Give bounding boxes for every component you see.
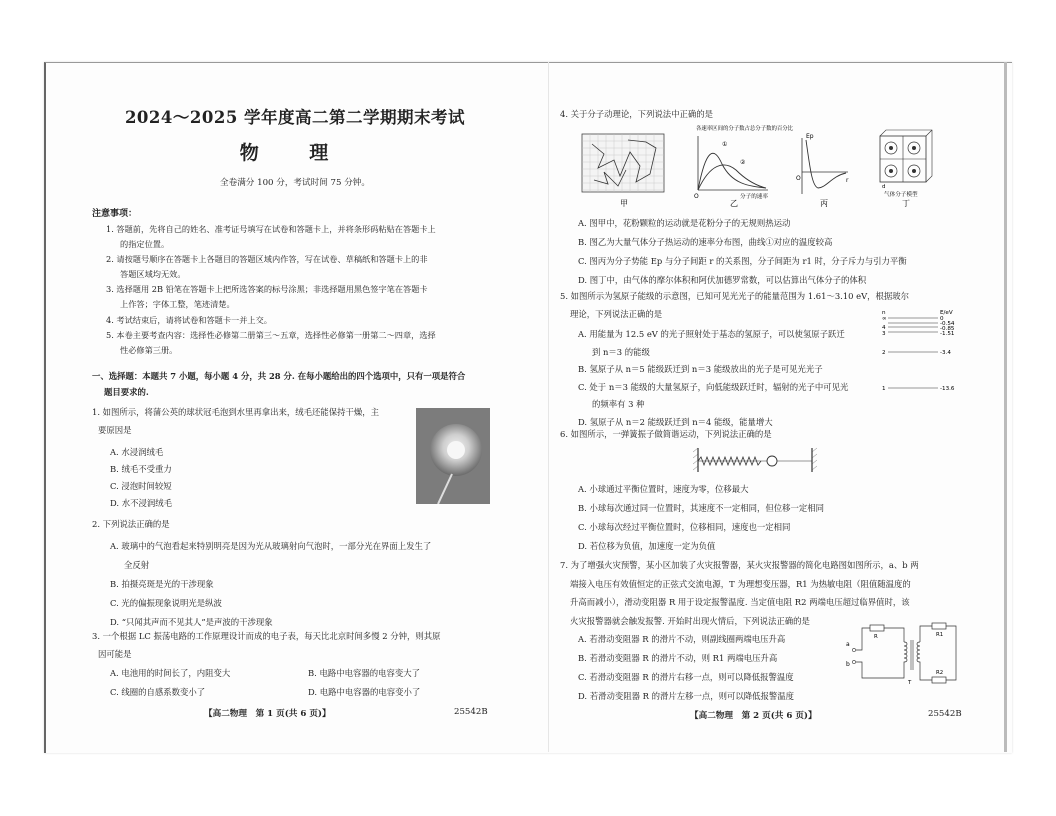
- figure-yi-label: 乙: [730, 199, 738, 208]
- level-header-n: n: [882, 310, 886, 316]
- q2-option-a: A. 玻璃中的气泡看起来特别明亮是因为光从玻璃射向气泡时，一部分光在界面上发生了: [110, 541, 432, 551]
- q7-option-c: C. 若滑动变阻器 R 的滑片右移一点，则可以降低报警温度: [578, 672, 794, 682]
- q4-options: [578, 214, 907, 290]
- page-fold: [548, 62, 549, 752]
- q5-stem-cont: 理论，下列说法正确的是: [570, 309, 663, 319]
- terminal-a-label: a: [846, 641, 850, 648]
- q2-option-a-cont: 全反射: [124, 560, 150, 570]
- figure-ding: [880, 130, 932, 182]
- q4-option-b: B. 图乙为大量气体分子热运动的速率分布图，曲线①对应的温度较高: [578, 237, 833, 247]
- footer-left: 【高二物理 第 1 页(共 6 页)】: [204, 709, 331, 719]
- q3-stem-cont: 因可能是: [98, 649, 132, 659]
- q7-option-d: D. 若滑动变阻器 R 的滑片左移一点，则可以降低报警温度: [578, 691, 794, 701]
- level-4-e: -0.85: [940, 326, 955, 332]
- q6-stem: 6. 如图所示，一弹簧振子做简谐运动，下列说法正确的是: [560, 429, 772, 439]
- q5-option-a-cont: 到 n＝3 的能级: [592, 346, 650, 357]
- q7-stem-line2: 端接入电压有效值恒定的正弦式交流电源，T 为理想变压器，R1 为热敏电阻（阻值随温度的: [570, 578, 911, 589]
- r1-label: R1: [936, 632, 944, 638]
- q1-stem: 1. 如图所示，将蒲公英的球状冠毛泡到水里再拿出来，绒毛还能保持干燥，主: [92, 407, 380, 417]
- r2-label: R2: [936, 670, 944, 676]
- q4-option-c: C. 图丙为分子势能 Ep 与分子间距 r 的关系图，分子间距为 r1 时，分子斥力与引力平衡: [578, 256, 907, 266]
- figure-jia-label: 甲: [620, 199, 628, 208]
- q5-option-d: D. 氢原子从 n＝2 能级跃迁到 n＝4 能级，能量增大: [578, 416, 773, 427]
- note-3: 3. 选择题用 2B 铅笔在答题卡上把所选答案的标号涂黑；非选择题用黑色签字笔在答题卡: [106, 284, 428, 295]
- q3-option-d: D. 电路中电容器的电容变小了: [308, 687, 421, 697]
- q5-stem: 5. 如图所示为氢原子能级的示意图，已知可见光光子的能量范围为 1.61～3.10 eV，根据玻尔: [560, 291, 910, 301]
- level-header-e: E/eV: [940, 310, 953, 316]
- figure-yi-origin: O: [694, 193, 699, 200]
- q2-options: [110, 537, 431, 632]
- note-3-cont: 上作答；字体工整，笔迹清楚。: [120, 299, 235, 310]
- q4-option-d: D. 图丁中，由气体的摩尔体积和阿伏加德罗常数，可以估算出气体分子的体积: [578, 275, 867, 285]
- energy-level-diagram: [880, 306, 970, 398]
- figure-ding-caption: 气体分子模型: [884, 192, 918, 198]
- q5-option-a: A. 用能量为 12.5 eV 的光子照射处于基态的氢原子，可以使氢原子跃迁: [578, 329, 845, 339]
- figure-jia: [582, 134, 664, 192]
- q3-option-c: C. 线圈的自感系数变小了: [110, 687, 206, 697]
- q7-option-a: A. 若滑动变阻器 R 的滑片不动，则副线圈两端电压升高: [578, 634, 786, 644]
- q5-option-c-cont: 的频率有 3 种: [592, 399, 645, 410]
- level-2-n: 2: [882, 350, 886, 356]
- spring-oscillator-figure: [690, 446, 820, 476]
- notes-heading: 注意事项：: [92, 209, 138, 219]
- q1-option-d: D. 水不浸润绒毛: [110, 498, 172, 508]
- q3-option-a: A. 电池用的时间长了，内阻变大: [110, 668, 231, 678]
- figure-ding-d: d: [882, 184, 886, 190]
- q4-stem: 4. 关于分子动理论，下列说法中正确的是: [560, 109, 714, 119]
- note-5: 5. 本卷主要考查内容：选择性必修第二册第三～五章，选择性必修第一册第二～四章，选择: [106, 329, 436, 340]
- q1-stem-cont: 要原因是: [98, 425, 132, 435]
- note-2-cont: 答题区域均无效。: [120, 269, 186, 280]
- q2-option-b: B. 拍摄亮斑是光的干涉现象: [110, 579, 214, 589]
- transformer-label: T: [908, 680, 912, 686]
- curve-2-label: ②: [740, 159, 746, 166]
- figure-bing-axis: Ep: [806, 133, 814, 140]
- q5-option-b: B. 氢原子从 n＝5 能级跃迁到 n＝3 能级放出的光子是可见光光子: [578, 364, 823, 375]
- q3-stem: 3. 一个根据 LC 振荡电路的工作原理设计而成的电子表，每天比北京时间多慢 2 分钟，则其原: [92, 631, 441, 641]
- figure-bing-label: 丙: [820, 199, 828, 208]
- q7-stem-line1: 7. 为了增强火灾预警，某小区加装了火灾报警器，某火灾报警器的简化电路图如图所示，a、b 两: [560, 560, 919, 570]
- level-2-e: -3.4: [940, 350, 951, 356]
- q2-stem: 2. 下列说法正确的是: [92, 519, 170, 529]
- q2-option-c: C. 光的偏振现象说明光是纵波: [110, 598, 222, 608]
- q1-option-b: B. 绒毛不受重力: [110, 464, 172, 474]
- sheet-edge: [1004, 62, 1007, 752]
- figure-yi-axis: 分子的速率: [740, 194, 768, 200]
- terminal-b-label: b: [846, 661, 850, 668]
- code-right: 25542B: [928, 709, 962, 719]
- footer-right: 【高二物理 第 2 页(共 6 页)】: [690, 711, 817, 721]
- level-3-e: -1.51: [940, 331, 955, 337]
- q7-options: [578, 630, 794, 706]
- q6-option-b: B. 小球每次通过同一位置时，其速度不一定相同，但位移一定相同: [578, 503, 824, 513]
- figure-yi-title: 各速率区间的分子数占总分子数的百分比: [696, 126, 794, 132]
- exam-subject: 物 理: [239, 142, 351, 164]
- q6-option-c: C. 小球每次经过平衡位置时，位移相同，速度也一定相同: [578, 522, 791, 532]
- level-1-n: 1: [882, 386, 886, 392]
- q7-stem-line3: 升高而减小），滑动变阻器 R 用于设定报警温度. 当定值电阻 R2 两端电压超过临界值时，该: [570, 597, 910, 608]
- q1-option-c: C. 浸泡时间较短: [110, 481, 172, 491]
- note-2: 2. 请按题号顺序在答题卡上各题目的答题区域内作答，写在试卷、草稿纸和答题卡上的非: [106, 254, 428, 265]
- figure-bing: [802, 138, 848, 194]
- level-1-e: -13.6: [940, 386, 955, 392]
- note-4: 4. 考试结束后，请将试卷和答题卡一并上交。: [106, 314, 272, 325]
- figure-yi: [698, 136, 768, 190]
- level-4-n: 4: [882, 325, 886, 331]
- q7-option-b: B. 若滑动变阻器 R 的滑片不动，则 R1 两端电压升高: [578, 653, 778, 663]
- q3-option-b: B. 电路中电容器的电容变大了: [308, 668, 420, 678]
- figure-bing-origin: O: [796, 175, 801, 182]
- q6-option-d: D. 若位移为负值，加速度一定为负值: [578, 541, 716, 551]
- exam-title: 2024～2025 学年度高二第二学期期末考试: [124, 108, 466, 127]
- level-5-e: -0.54: [940, 321, 955, 327]
- q4-figures: [580, 124, 940, 210]
- note-1: 1. 答题前，先将自己的姓名、准考证号填写在试卷和答题卡上，并将条形码粘贴在答题卡上: [106, 224, 436, 234]
- section1-line2: 题目要求的.: [104, 387, 149, 397]
- level-inf-n: ∞: [882, 316, 887, 322]
- level-3-n: 3: [882, 331, 886, 337]
- section1-line1: 一、选择题：本题共 7 小题，每小题 4 分，共 28 分. 在每小题给出的四个选项中，只有一项是符合: [92, 371, 466, 381]
- q1-option-a: A. 水浸润绒毛: [110, 447, 164, 457]
- note-5-cont: 性必修第三册。: [120, 344, 178, 355]
- q4-option-a: A. 图甲中，花粉颗粒的运动就是花粉分子的无规则热运动: [578, 218, 791, 228]
- notes-list: [106, 222, 436, 358]
- note-1-cont: 的指定位置。: [120, 239, 170, 250]
- q6-option-a: A. 小球通过平衡位置时，速度为零，位移最大: [578, 484, 749, 494]
- q2-option-d: D. “只闻其声而不见其人”是声波的干涉现象: [110, 617, 273, 627]
- dandelion-photo: [416, 408, 490, 504]
- q7-stem-line4: 火灾报警器就会触发报警. 开始时出现火情后，下列说法正确的是: [570, 615, 810, 626]
- figure-bing-r: r: [846, 177, 849, 184]
- q5-options: [578, 326, 848, 432]
- q1-options: [110, 444, 172, 512]
- curve-1-label: ①: [722, 141, 728, 148]
- code-left: 25542B: [454, 707, 488, 717]
- q5-option-c: C. 处于 n＝3 能级的大量氢原子，向低能级跃迁时，辐射的光子中可见光: [578, 381, 849, 392]
- level-inf-e: 0: [940, 316, 944, 322]
- alarm-circuit-diagram: [844, 616, 962, 690]
- exam-info: 全卷满分 100 分，考试时间 75 分钟。: [220, 178, 370, 188]
- rheostat-label: R: [874, 634, 878, 640]
- figure-ding-label: 丁: [902, 199, 910, 208]
- q6-options: [578, 480, 824, 556]
